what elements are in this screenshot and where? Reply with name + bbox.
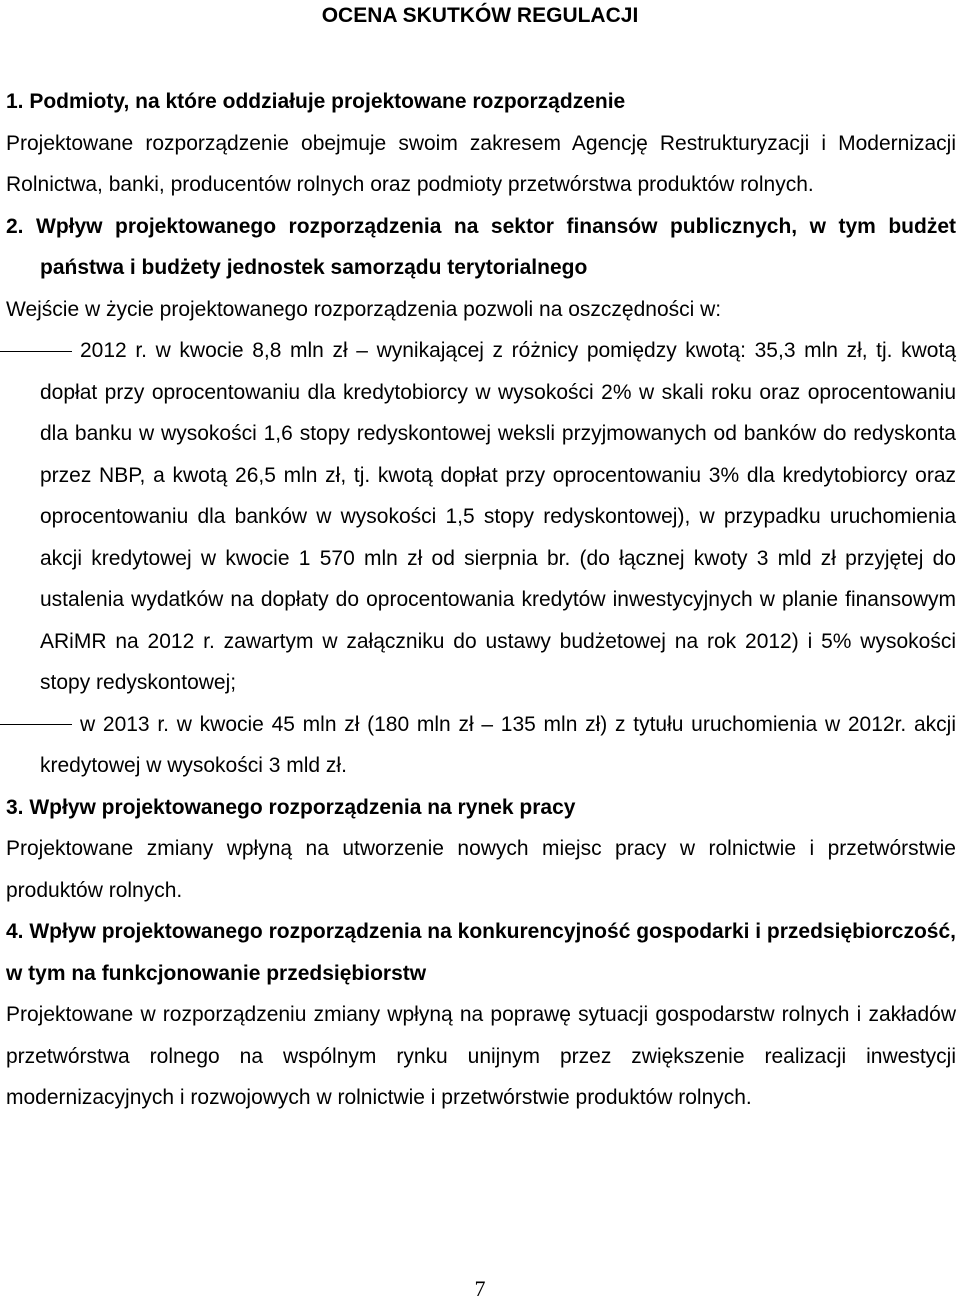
section-1-text: Projektowane rozporządzenie obejmuje swoim zakresem Agencję Restrukturyzacji i Modernizacji Rolnictwa, banki, producentów rolnych oraz podmioty przetwórstwa produktów rolnych. — [6, 131, 956, 196]
section-2-heading: 2. Wpływ projektowanego rozporządzenia na sektor finansów publicznych, w tym budżet państwa i budżety jednostek samorządu terytorialnego — [6, 214, 956, 279]
section-2-item-1-text: 2012 r. w kwocie 8,8 mln zł – wynikającej z różnicy pomiędzy kwotą: 35,3 mln zł, tj. kwotą dopłat przy oprocentowaniu dla kredytobiorcy w wysokości 2% w skali roku oraz oprocentowaniu dla banku w wysokości 1,6 stopy redyskontowej weksli przyjmowanych od banków do redyskonta przez NBP, a kwotą 26,5 mln zł, tj. kwotą dopłat przy oprocentowaniu 3% dla kredytobiorcy oraz oprocentowaniu dla banków w wysokości 1,5 stopy redyskontowej), w przypadku uruchomienia akcji kredytowej w kwocie 1 570 mln zł od sierpnia br. (do łącznej kwoty 3 mld zł przyjętej do ustalenia wydatków na dopłaty do oprocentowania kredytów inwestycyjnych w planie finansowym ARiMR na 2012 r. zawartym w załączniku do ustawy budżetowej na rok 2012) i 5% wysokości stopy redyskontowej; — [40, 339, 956, 694]
dash-bullet — [0, 724, 72, 725]
dash-bullet — [0, 351, 72, 352]
section-2-item-2-text: w 2013 r. w kwocie 45 mln zł (180 mln zł – 135 mln zł) z tytułu uruchomienia w 2012r. akcji kredytowej w wysokości 3 mld zł. — [40, 712, 956, 777]
section-2-item-1 — [6, 330, 956, 704]
section-3-heading: 3. Wpływ projektowanego rozporządzenia na rynek pracy — [6, 795, 576, 819]
section-2-item-2 — [6, 704, 956, 787]
section-4-heading: 4. Wpływ projektowanego rozporządzenia na konkurencyjność gospodarki i przedsiębiorczość, w tym na funkcjonowanie przedsiębiorstw — [6, 920, 956, 985]
section-1-heading: 1. Podmioty, na które oddziałuje projektowane rozporządzenie — [6, 90, 626, 113]
section-3-text: Projektowane zmiany wpłyną na utworzenie nowych miejsc pracy w rolnictwie i przetwórstwie produktów rolnych. — [6, 837, 956, 902]
page-number: 7 — [474, 1276, 486, 1301]
document-title: OCENA SKUTKÓW REGULACJI — [321, 4, 639, 27]
section-4-text: Projektowane w rozporządzeniu zmiany wpłyną na poprawę sytuacji gospodarstw rolnych i zakładów przetwórstwa rolnego na wspólnym rynku unijnym przez zwiększenie realizacji inwestycji modernizacyjnych i rozwojowych w rolnictwie i przetwórstwie produktów rolnych. — [6, 1003, 956, 1109]
section-2-intro: Wejście w życie projektowanego rozporządzenia pozwoli na oszczędności w: — [6, 297, 722, 321]
document-body — [6, 81, 956, 1119]
